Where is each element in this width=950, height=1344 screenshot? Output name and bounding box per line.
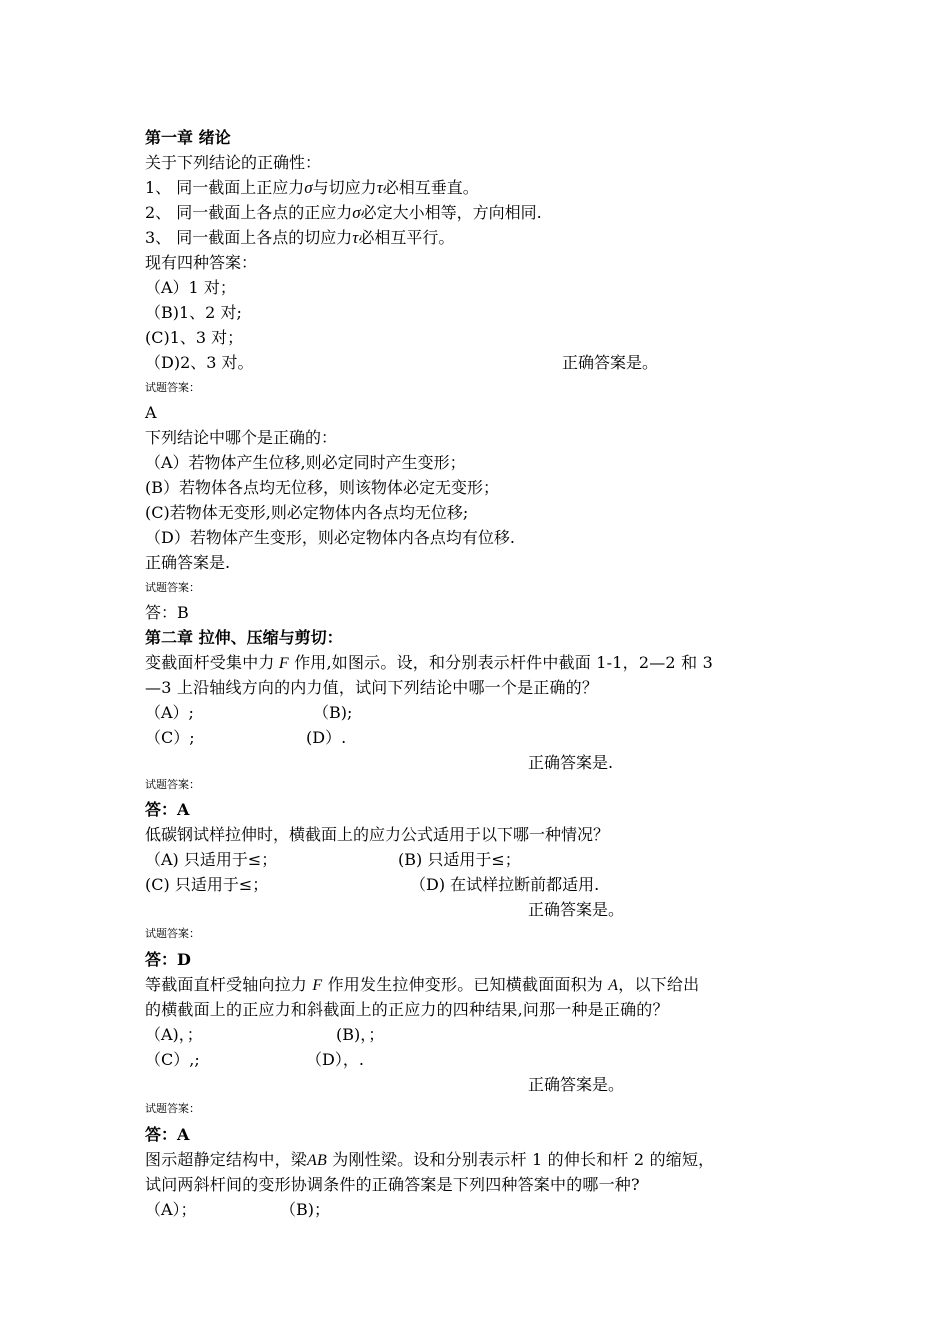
option-c: (C) 只适用于≤； — [145, 875, 269, 894]
option-a: （A) 只适用于≤； — [145, 850, 278, 869]
text: 与切应力 — [312, 178, 377, 197]
option-a: （A)，； — [145, 1025, 203, 1044]
text: 图示超静定结构中，梁 — [145, 1150, 308, 1169]
option-d: （D）若物体产生变形，则必定物体内各点均有位移. — [145, 528, 515, 547]
option-d: （D)2、3 对。 — [145, 353, 254, 372]
force-symbol: F — [312, 977, 323, 994]
option-d: （D) 在试样拉断前都适用. — [410, 875, 600, 894]
text: 2、 同一截面上各点的正应力 — [145, 203, 353, 222]
answer-label: 试题答案： — [145, 927, 200, 940]
answer-label: 试题答案： — [145, 778, 200, 791]
option-a: （A）； — [145, 1200, 197, 1219]
text: 变截面杆受集中力 — [145, 653, 275, 672]
option-a: （A）; — [145, 703, 194, 722]
sigma-symbol: σ — [352, 203, 361, 222]
option-c: (C)1、3 对； — [145, 328, 244, 347]
beam-symbol: AB — [307, 1152, 327, 1169]
options-lead: 现有四种答案： — [145, 253, 258, 272]
text: 必定大小相等，方向相同. — [360, 203, 542, 222]
statement-1 — [145, 178, 479, 198]
question-line-2: 的横截面上的正应力和斜截面上的正应力的四种结果,问那一种是正确的？ — [145, 1000, 669, 1019]
option-a: （A）1 对； — [145, 278, 236, 297]
chapter-1-title: 第一章 绪论 — [145, 128, 231, 147]
answer-label: 试题答案： — [145, 581, 200, 594]
answer — [145, 800, 189, 820]
option-c: （C）; — [145, 728, 195, 747]
question-line-2: 试问两斜杆间的变形协调条件的正确答案是下列四种答案中的哪一种? — [145, 1175, 640, 1194]
text: 1、 同一截面上正应力 — [145, 178, 305, 197]
tau-symbol: τ — [376, 178, 383, 197]
text: ，以下给出 — [618, 975, 700, 994]
question-stem: 低碳钢试样拉伸时，横截面上的应力公式适用于以下哪一种情况？ — [145, 825, 610, 844]
text: 为刚性梁。设和分别表示杆 1 的伸长和杆 2 的缩短， — [332, 1150, 715, 1169]
option-d: (D）. — [306, 728, 347, 747]
option-b: （B); — [313, 703, 353, 722]
answer-prompt: 正确答案是. — [528, 753, 614, 772]
answer-label: 试题答案： — [145, 1102, 200, 1115]
text: 等截面直杆受轴向拉力 — [145, 975, 308, 994]
answer — [145, 950, 191, 970]
chapter-2-title: 第二章 拉伸、压缩与剪切： — [145, 628, 343, 647]
answer-prompt: 正确答案是。 — [528, 1075, 625, 1094]
answer-label: 试题答案： — [145, 381, 200, 394]
option-d: （D），. — [306, 1050, 364, 1069]
option-b: （B)1、2 对; — [145, 303, 242, 322]
option-b: （B)； — [280, 1200, 331, 1219]
answer — [145, 1125, 189, 1145]
answer: A — [145, 403, 157, 422]
answer-prompt: 正确答案是。 — [562, 353, 659, 372]
answer-prompt: 正确答案是。 — [528, 900, 625, 919]
force-symbol: F — [278, 655, 289, 672]
question-line-1 — [145, 975, 699, 996]
question-line-1 — [145, 1150, 714, 1171]
text: 作用发生拉伸变形。已知横截面面积为 — [327, 975, 603, 994]
option-a: （A）若物体产生位移,则必定同时产生变形； — [145, 453, 466, 472]
option-c: （C）,; — [145, 1050, 200, 1069]
area-symbol: A — [608, 977, 619, 994]
statement-2 — [145, 203, 542, 223]
option-b: (B)，； — [336, 1025, 385, 1044]
text: 必相互平行。 — [358, 228, 455, 247]
text: 答：A — [145, 800, 190, 819]
tau-symbol: τ — [352, 228, 359, 247]
sigma-symbol: σ — [304, 178, 313, 197]
text: 3、 同一截面上各点的切应力 — [145, 228, 353, 247]
text: 必相互垂直。 — [382, 178, 479, 197]
option-c: (C)若物体无变形,则必定物体内各点均无位移; — [145, 503, 469, 522]
option-b: (B）若物体各点均无位移，则该物体必定无变形； — [145, 478, 500, 497]
question-line-1 — [145, 653, 713, 674]
answer: 答：B — [145, 603, 189, 622]
text: 答：A — [145, 1125, 190, 1144]
question-stem: 下列结论中哪个是正确的： — [145, 428, 338, 447]
answer-prompt: 正确答案是. — [145, 553, 231, 572]
question-stem: 关于下列结论的正确性： — [145, 153, 322, 172]
text: 答：D — [145, 950, 191, 969]
statement-3 — [145, 228, 454, 248]
question-line-2: —3 上沿轴线方向的内力值，试问下列结论中哪一个是正确的？ — [145, 678, 599, 697]
text: 作用,如图示。设，和分别表示杆件中截面 1-1，2—2 和 3 — [294, 653, 713, 672]
option-b: (B) 只适用于≤； — [398, 850, 521, 869]
